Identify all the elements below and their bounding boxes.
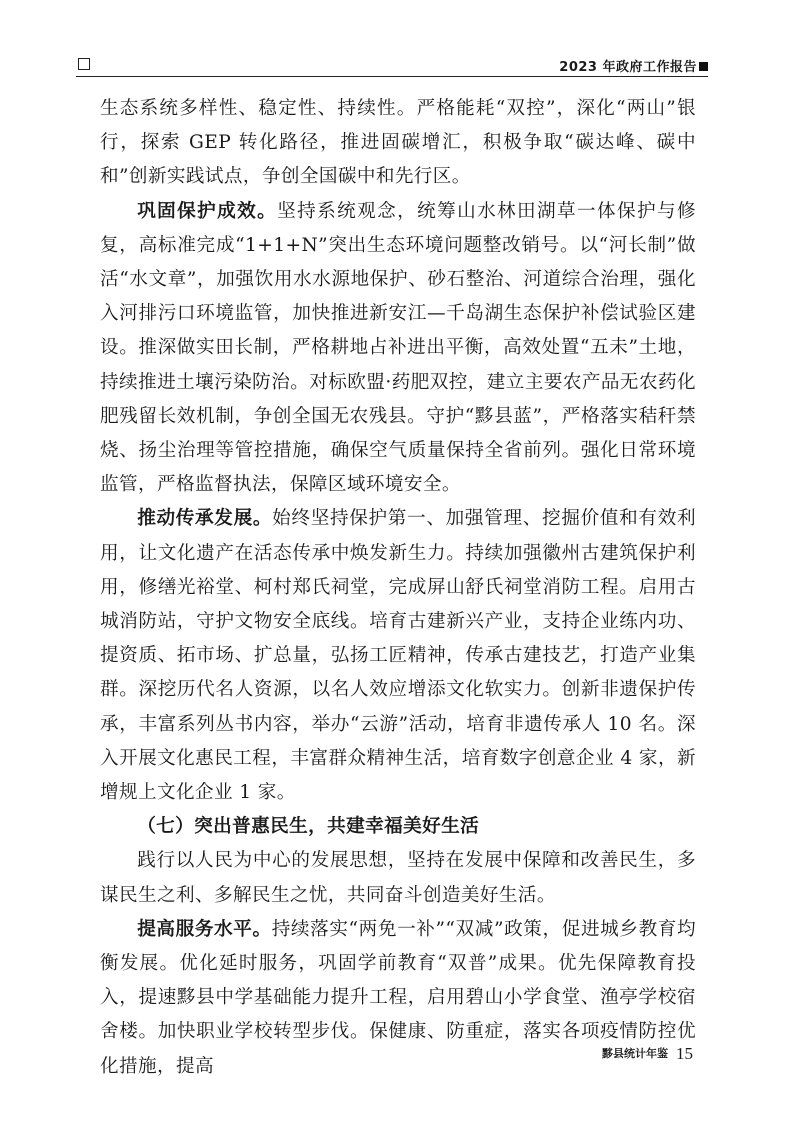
paragraph-lead: 提高服务水平。 [137, 918, 272, 940]
paragraph-heritage-development [100, 502, 696, 810]
paragraph-livelihood-intro: 践行以人民为中心的发展思想，坚持在发展中保障和改善民生，多谋民生之利、多解民生之忧，共同奋斗创造美好生活。 [100, 850, 696, 906]
filled-square-icon [699, 62, 708, 71]
page-footer [602, 1044, 693, 1064]
paragraph-lead: 推动传承发展。 [137, 508, 273, 530]
paragraph-continuation: 生态系统多样性、稳定性、持续性。严格能耗“双控”，深化“两山”银行，探索 GEP 转化路径，推进固碳增汇，积极争取“碳达峰、碳中和”创新实践试点，争创全国碳中和先行区。 [100, 98, 696, 188]
header-title-text: 2023 年政府工作报告 [559, 60, 697, 75]
running-header [76, 56, 708, 77]
paragraph-lead: 巩固保护成效。 [137, 200, 278, 222]
page-number: 15 [676, 1044, 693, 1063]
square-outline-icon [78, 58, 90, 70]
document-body [100, 92, 696, 1084]
header-title [559, 56, 708, 75]
section-heading: （七）突出普惠民生，共建幸福美好生活 [137, 816, 480, 838]
paragraph-text: 坚持系统观念，统筹山水林田湖草一体保护与修复，高标准完成“1+1+N”突出生态环境问题整改销号。以“河长制”做活“水文章”，加强饮用水水源地保护、砂石整治、河道综合治理，强化入河排污口环境监管，加快推进新安江—千岛湖生态保护补偿试验区建设。推深做实田长制，严格耕地占补进出平衡，高效处置“五未”土地，持续推进土壤污染防治。对标欧盟·药肥双控，建立主要农产品无农药化肥残留长效机制，争创全国无农残县。守护“黟县蓝”，严格落实秸秆禁烧、扬尘治理等管控措施，确保空气质量保持全省前列。强化日常环境监管，严格监督执法，保障区域环境安全。 [100, 200, 696, 496]
paragraph-text: 持续落实“两免一补”“双减”政策，促进城乡教育均衡发展。优化延时服务，巩固学前教育“双普”成果。优先保障教育投入，提速黟县中学基础能力提升工程，启用碧山小学食堂、渔亭学校宿舍楼。加快职业学校转型步伐。保健康、防重症，落实各项疫情防控优化措施，提高 [100, 918, 696, 1077]
paragraph-consolidate-protection [100, 195, 696, 503]
yearbook-title: 黟县统计年鉴 [602, 1047, 668, 1060]
paragraph-text: 始终坚持保护第一、加强管理、挖掘价值和有效利用，让文化遗产在活态传承中焕发新生力。持续加强徽州古建筑保护利用，修缮光裕堂、柯村郑氏祠堂，完成屏山舒氏祠堂消防工程。启用古城消防站，守护文物安全底线。培育古建新兴产业，支持企业练内功、提资质、拓市场、扩总量，弘扬工匠精神，传承古建技艺，打造产业集群。深挖历代名人资源，以名人效应增添文化软实力。创新非遗保护传承，丰富系列丛书内容，举办“云游”活动，培育非遗传承人 10 名。深入开展文化惠民工程，丰富群众精神生活，培育数字创意企业 4 家，新增规上文化企业 1 家。 [100, 508, 696, 804]
